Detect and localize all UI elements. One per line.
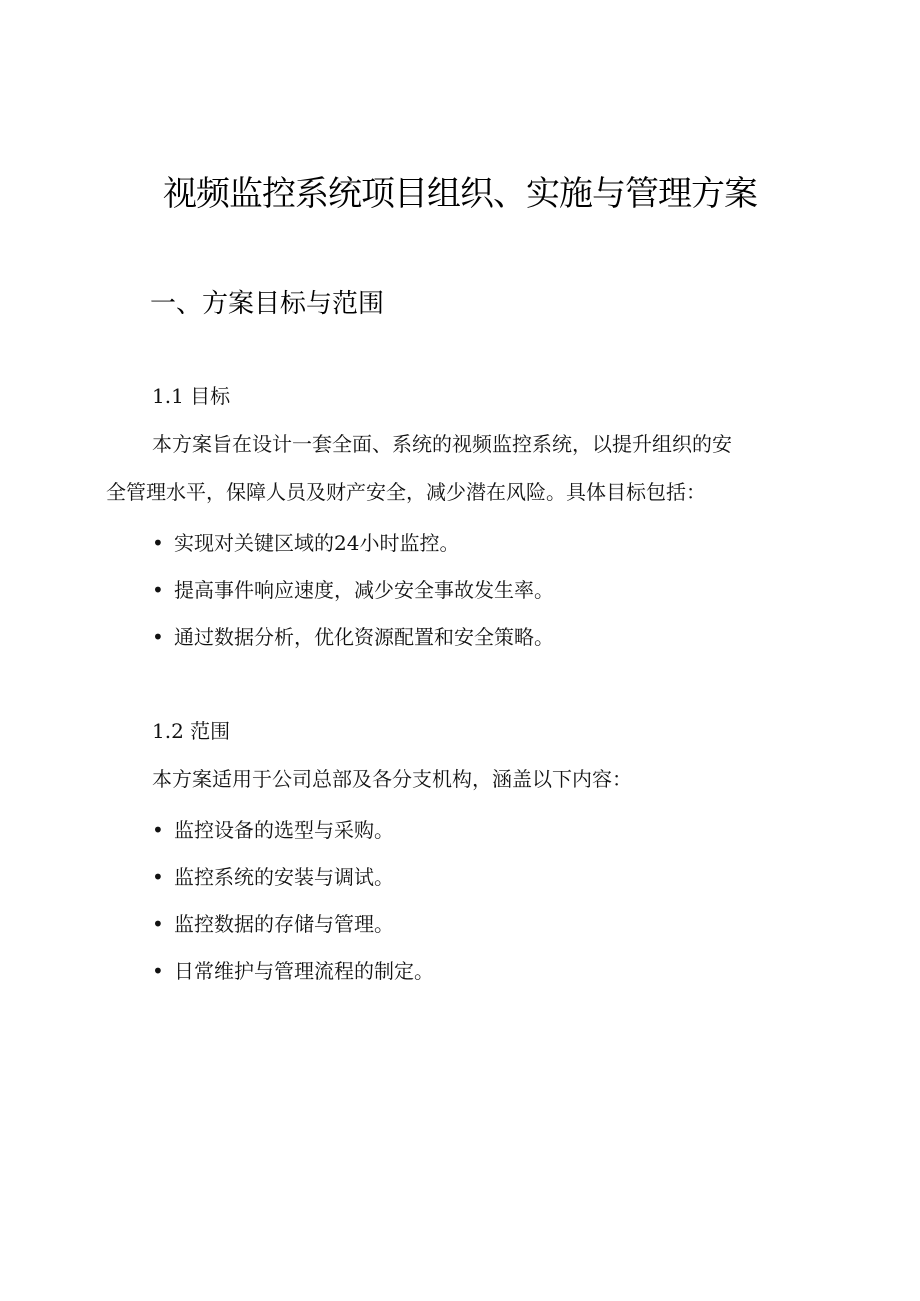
scope-intro: 本方案适用于公司总部及各分支机构，涵盖以下内容： bbox=[152, 767, 632, 791]
bullet-icon: • bbox=[152, 531, 164, 555]
goals-list bbox=[152, 528, 554, 669]
list-item bbox=[152, 909, 434, 956]
goals-intro-line-2: 全管理水平，保障人员及财产安全，减少潜在风险。具体目标包括： bbox=[106, 480, 706, 504]
list-item bbox=[152, 622, 554, 669]
bullet-icon: • bbox=[152, 818, 164, 842]
list-item bbox=[152, 528, 554, 575]
list-item-text: 实现对关键区域的24小时监控。 bbox=[174, 531, 460, 555]
goals-intro-line-1: 本方案旨在设计一套全面、系统的视频监控系统，以提升组织的安 bbox=[152, 432, 732, 456]
list-item-text: 提高事件响应速度，减少安全事故发生率。 bbox=[174, 578, 554, 602]
list-item-text: 监控数据的存储与管理。 bbox=[174, 912, 394, 936]
list-item bbox=[152, 956, 434, 1003]
bullet-icon: • bbox=[152, 959, 164, 983]
bullet-icon: • bbox=[152, 578, 164, 602]
bullet-icon: • bbox=[152, 865, 164, 889]
subsection-heading-goals: 1.1 目标 bbox=[152, 384, 231, 408]
list-item bbox=[152, 575, 554, 622]
document-title: 视频监控系统项目组织、实施与管理方案 bbox=[163, 174, 757, 214]
list-item bbox=[152, 815, 434, 862]
bullet-icon: • bbox=[152, 625, 164, 649]
list-item-text: 监控系统的安装与调试。 bbox=[174, 865, 394, 889]
list-item-text: 日常维护与管理流程的制定。 bbox=[174, 959, 434, 983]
list-item bbox=[152, 862, 434, 909]
scope-list bbox=[152, 815, 434, 1003]
list-item-text: 通过数据分析，优化资源配置和安全策略。 bbox=[174, 625, 554, 649]
subsection-heading-scope: 1.2 范围 bbox=[152, 719, 231, 743]
section-heading: 一、方案目标与范围 bbox=[150, 289, 385, 319]
bullet-icon: • bbox=[152, 912, 164, 936]
list-item-text: 监控设备的选型与采购。 bbox=[174, 818, 394, 842]
